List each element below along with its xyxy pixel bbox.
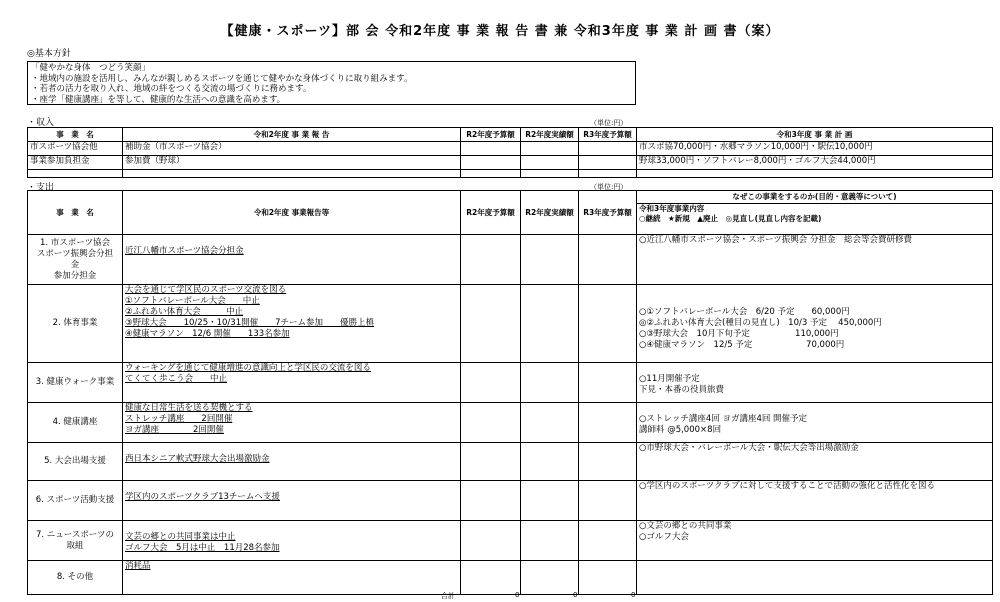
expense-amount-cell bbox=[461, 521, 521, 561]
income-name-cell: 事業参加負担金 bbox=[28, 156, 123, 170]
expense-amount-cell bbox=[579, 561, 637, 595]
expense-report-line: ストレッチ講座 2回開催 bbox=[125, 414, 233, 424]
expense-name-line: 2. 体育事業 bbox=[52, 318, 98, 328]
expense-name-line: 4. 健康講座 bbox=[52, 417, 98, 427]
blank-cell bbox=[123, 170, 461, 178]
income-heading: ・収入 bbox=[27, 118, 55, 128]
expense-report-line bbox=[125, 521, 458, 532]
expense-plan-cell bbox=[637, 443, 993, 481]
expense-report-line: 健康な日常生活を送る契機とする bbox=[125, 403, 253, 413]
expense-report-line bbox=[125, 443, 458, 454]
expense-row bbox=[28, 561, 993, 595]
expense-report-line: ウォーキングを通じて健康増進の意識向上と学区民の交流を図る bbox=[125, 363, 371, 373]
income-table bbox=[27, 127, 993, 178]
expense-header-cell: R3年度予算額 bbox=[579, 191, 637, 235]
expense-plan-line: ○近江八幡市スポーツ協会・スポーツ振興会 分担金 総会等会費研修費 bbox=[639, 235, 912, 245]
income-header-cell: 令和3年度 事 業 計 画 bbox=[637, 128, 993, 142]
expense-plan-line bbox=[639, 285, 990, 296]
expense-report-cell bbox=[123, 561, 461, 595]
expense-amount-cell bbox=[579, 403, 637, 443]
expense-row bbox=[28, 235, 993, 285]
expense-plan-line: ○④健康マラソン 12/5 予定 70,000円 bbox=[639, 340, 845, 350]
expense-report-line: 学区内のスポーツクラブ13チームへ支援 bbox=[125, 492, 280, 502]
expense-name-line: スポーツ振興会分担 bbox=[36, 248, 114, 259]
expense-report-line: 文芸の郷との共同事業は中止 bbox=[125, 532, 236, 542]
income-amount-cell bbox=[579, 142, 637, 156]
expense-amount-cell bbox=[579, 363, 637, 403]
expense-amount-cell bbox=[521, 561, 579, 595]
expense-name-line: 金 bbox=[70, 259, 80, 270]
expense-plan-line: ○ゴルフ大会 bbox=[639, 532, 689, 542]
policy-line: ・地域内の施設を活用し、みんなが親しめるスポーツを通じて健やかな身体づくりに取り組みます。 bbox=[31, 73, 413, 84]
total-r3-budget: 0 bbox=[631, 591, 636, 599]
expense-plan-line: ○ストレッチ講座4回 ヨガ講座4回 開催予定 bbox=[639, 414, 808, 424]
blank-cell bbox=[637, 170, 993, 178]
expense-amount-cell bbox=[579, 235, 637, 285]
blank-cell bbox=[521, 170, 579, 178]
expense-plan-line: ◎②ふれあい体育大会(種目の見直し) 10/3 予定 450,000円 bbox=[639, 318, 882, 328]
expense-report-cell bbox=[123, 521, 461, 561]
expense-report-line bbox=[125, 235, 458, 246]
income-amount-cell bbox=[461, 156, 521, 170]
expense-header-cell: R2年度予算額 bbox=[461, 191, 521, 235]
income-unit: （単位:円） bbox=[590, 119, 628, 127]
income-report-cell: 参加費（野球） bbox=[123, 156, 461, 170]
expense-header-row bbox=[28, 191, 993, 235]
expense-report-cell bbox=[123, 285, 461, 363]
expense-report-line bbox=[125, 481, 458, 492]
expense-report-cell bbox=[123, 443, 461, 481]
expense-plan-cell bbox=[637, 285, 993, 363]
policy-heading: ◎基本方針 bbox=[27, 49, 71, 59]
expense-amount-cell bbox=[461, 403, 521, 443]
expense-amount-cell bbox=[521, 363, 579, 403]
total-r2-budget: 0 bbox=[515, 591, 520, 599]
expense-report-line: ②ふれあい体育大会 中止 bbox=[125, 307, 244, 317]
income-report-cell: 補助金（市スポーツ協会） bbox=[123, 142, 461, 156]
expense-plan-line: ○11月開催予定 bbox=[639, 374, 700, 384]
expense-name-cell bbox=[28, 285, 123, 363]
expense-plan-line: ○①ソフトバレーボール大会 6/20 予定 60,000円 bbox=[639, 307, 850, 317]
income-plan-cell: 野球33,000円・ソフトバレー8,000円・ゴルフ大会44,000円 bbox=[637, 156, 993, 170]
income-blank-row bbox=[28, 170, 993, 178]
blank-cell bbox=[28, 170, 123, 178]
expense-plan-cell bbox=[637, 403, 993, 443]
expense-amount-cell bbox=[461, 363, 521, 403]
expense-plan-cell bbox=[637, 561, 993, 595]
expense-name-line: 6. スポーツ活動支援 bbox=[35, 495, 115, 505]
income-header-cell: 令和2年度 事 業 報 告 bbox=[123, 128, 461, 142]
expense-amount-cell bbox=[521, 443, 579, 481]
expense-name-cell bbox=[28, 235, 123, 285]
income-amount-cell bbox=[521, 142, 579, 156]
income-plan-cell: 市スポ協70,000円・水郷マラソン10,000円・駅伝10,000円 bbox=[637, 142, 993, 156]
plan-header-line: ○継続 ★新規 ▲廃止 ◎見直し(見直し内容を記載) bbox=[639, 214, 822, 223]
policy-line: 「健やかな身体 つどう笑顔」 bbox=[31, 63, 151, 73]
expense-plan-line: ○③野球大会 10月下旬予定 110,000円 bbox=[639, 329, 839, 339]
expense-amount-cell bbox=[521, 235, 579, 285]
expense-amount-cell bbox=[461, 443, 521, 481]
expense-row bbox=[28, 443, 993, 481]
expense-plan-line: 下見・本番の役員旅費 bbox=[639, 385, 725, 395]
blank-cell bbox=[579, 170, 637, 178]
expense-report-line: 西日本シニア軟式野球大会出場激励金 bbox=[125, 454, 270, 464]
expense-name-line: 1. 市スポーツ協会 bbox=[40, 237, 110, 248]
policy-line: ・座学「健康講座」を等して、健康的な生活への意識を高めます。 bbox=[31, 94, 286, 105]
expense-row bbox=[28, 285, 993, 363]
expense-row bbox=[28, 481, 993, 521]
expense-report-cell bbox=[123, 403, 461, 443]
income-header-cell: R2年度実績額 bbox=[521, 128, 579, 142]
expense-report-line: てくてく歩こう会 中止 bbox=[125, 374, 228, 384]
blank-cell bbox=[461, 170, 521, 178]
expense-amount-cell bbox=[521, 481, 579, 521]
expense-name-cell bbox=[28, 403, 123, 443]
expense-amount-cell bbox=[461, 285, 521, 363]
expense-report-line: ヨガ講座 2回開催 bbox=[125, 425, 224, 435]
policy-line: ・若者の活力を取り入れ、地域の絆をつくる交流の場づくりに務めます。 bbox=[31, 84, 312, 94]
expense-name-cell bbox=[28, 481, 123, 521]
income-header-cell: R3年度予算額 bbox=[579, 128, 637, 142]
expense-row bbox=[28, 363, 993, 403]
income-amount-cell bbox=[579, 156, 637, 170]
income-amount-cell bbox=[461, 142, 521, 156]
expense-plan-line bbox=[639, 296, 990, 307]
expense-plan-cell bbox=[637, 363, 993, 403]
expense-plan-cell bbox=[637, 521, 993, 561]
expense-amount-cell bbox=[461, 481, 521, 521]
income-row bbox=[28, 156, 993, 170]
expense-row bbox=[28, 521, 993, 561]
expense-plan-cell bbox=[637, 481, 993, 521]
expense-table bbox=[27, 190, 993, 595]
expense-heading: ・支出 bbox=[27, 183, 55, 193]
expense-report-cell bbox=[123, 235, 461, 285]
expense-amount-cell bbox=[461, 561, 521, 595]
policy-box bbox=[27, 61, 636, 105]
expense-amount-cell bbox=[521, 403, 579, 443]
income-header-row bbox=[28, 128, 993, 142]
income-header-cell: R2年度予算額 bbox=[461, 128, 521, 142]
expense-plan-line: ○文芸の郷との共同事業 bbox=[639, 521, 732, 531]
plan-header-line: 令和3年度事業内容 bbox=[639, 204, 705, 213]
expense-plan-line: 講師料 @5,000×8回 bbox=[639, 425, 722, 435]
expense-plan-line bbox=[639, 561, 990, 572]
total-label: 合計 bbox=[441, 592, 455, 600]
expense-plan-line bbox=[639, 363, 990, 374]
expense-plan-line: ○学区内のスポーツクラブに対して支援することで活動の強化と活性化を図る bbox=[639, 481, 935, 491]
expense-plan-cell bbox=[637, 235, 993, 285]
expense-amount-cell bbox=[579, 481, 637, 521]
expense-plan-header bbox=[637, 191, 993, 235]
expense-report-line: 大会を通じて学区民のスポーツ交流を図る bbox=[125, 285, 287, 295]
expense-report-cell bbox=[123, 481, 461, 521]
expense-name-line: 7. ニュースポーツの bbox=[35, 529, 115, 540]
expense-amount-cell bbox=[521, 285, 579, 363]
expense-name-cell bbox=[28, 363, 123, 403]
expense-amount-cell bbox=[521, 521, 579, 561]
expense-report-line: ④健康マラソン 12/6 開催 133名参加 bbox=[125, 329, 290, 339]
expense-name-cell bbox=[28, 443, 123, 481]
expense-report-line: ①ソフトバレーボール大会 中止 bbox=[125, 296, 260, 306]
expense-name-line: 5. 大会出場支援 bbox=[44, 456, 106, 466]
income-amount-cell bbox=[521, 156, 579, 170]
income-header-cell: 事 業 名 bbox=[28, 128, 123, 142]
expense-row bbox=[28, 403, 993, 443]
income-name-cell: 市スポーツ協会他 bbox=[28, 142, 123, 156]
expense-report-line: ゴルフ大会 5月は中止 11月28名参加 bbox=[125, 543, 280, 553]
expense-header-cell: 事 業 名 bbox=[28, 191, 123, 235]
expense-report-line: ③野球大会 10/25・10/31開催 7チーム参加 優勝上槙 bbox=[125, 318, 375, 328]
expense-amount-cell bbox=[461, 235, 521, 285]
expense-name-line: 3. 健康ウォーク事業 bbox=[35, 377, 115, 387]
expense-report-cell bbox=[123, 363, 461, 403]
expense-name-cell bbox=[28, 561, 123, 595]
expense-report-line: 近江八幡市スポーツ協会分担金 bbox=[125, 246, 244, 256]
plan-header-purpose: なぜこの事業をするのか(目的・意義等について) bbox=[637, 191, 992, 204]
total-r2-actual: 0 bbox=[573, 591, 578, 599]
expense-name-cell bbox=[28, 521, 123, 561]
expense-amount-cell bbox=[579, 521, 637, 561]
expense-unit: （単位:円） bbox=[590, 183, 628, 191]
expense-plan-line: ○市野球大会・バレーボール大会・駅伝大会等出場激励金 bbox=[639, 443, 859, 453]
expense-name-line: 取組 bbox=[66, 540, 84, 551]
expense-name-line: 8. その他 bbox=[56, 572, 94, 582]
expense-plan-line bbox=[639, 403, 990, 414]
expense-amount-cell bbox=[579, 443, 637, 481]
expense-header-cell: 令和2年度 事業報告等 bbox=[123, 191, 461, 235]
expense-name-line: 参加分担金 bbox=[53, 270, 97, 281]
expense-report-line: 消耗品 bbox=[125, 561, 151, 571]
expense-amount-cell bbox=[579, 285, 637, 363]
expense-header-cell: R2年度実績額 bbox=[521, 191, 579, 235]
page-title: 【健康・スポーツ】部 会 令和2年度 事 業 報 告 書 兼 令和3年度 事 業 計 画 書（案） bbox=[220, 24, 780, 39]
income-row bbox=[28, 142, 993, 156]
